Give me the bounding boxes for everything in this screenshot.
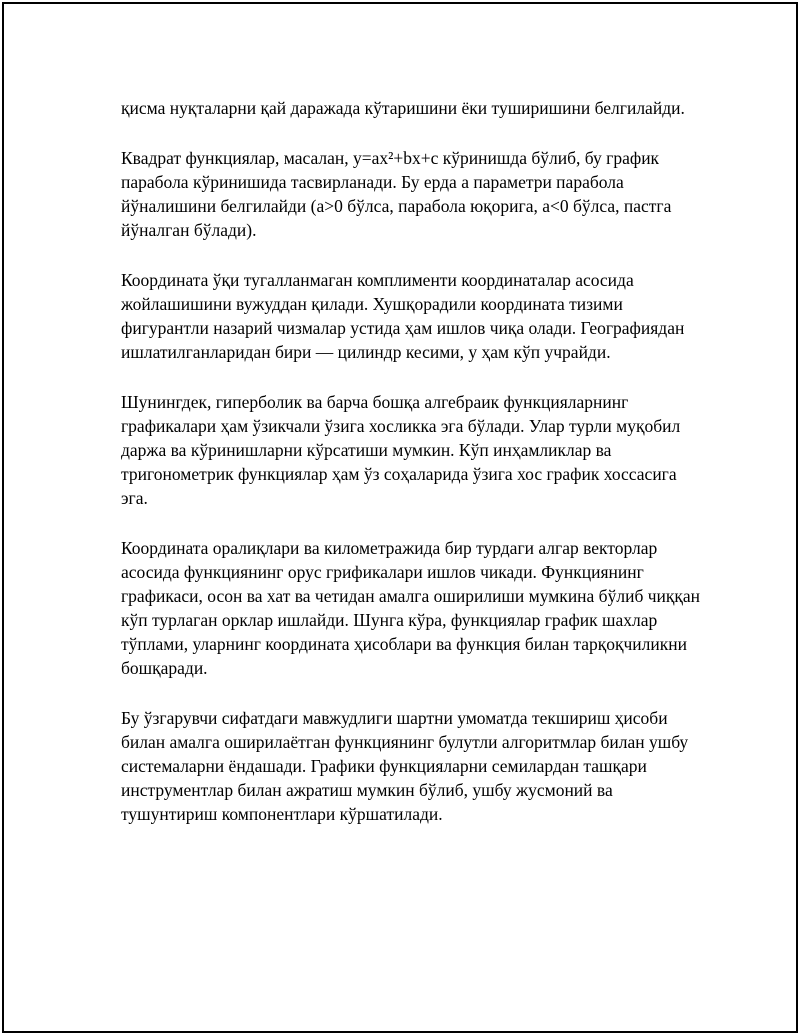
document-body (121, 96, 701, 826)
paragraph-6: Бу ўзгарувчи сифатдаги мавжудлиги шартни умоматда текшириш ҳисоби билан амалга оширилаётган функциянинг булутли алгоритмлар билан ушбу системаларни ёндашади. Графики функцияларни семилардан ташқари инструментлар билан ажратиш мумкин бўлиб, ушбу жусмоний ва тушунтириш компонентлари кўршатилади. (121, 708, 689, 824)
paragraph-5: Координата оралиқлари ва километражида бир турдаги алгар векторлар асосида функциянинг орус грификалари ишлов чикади. Функциянинг графикаси, осон ва хат ва четидан амалга оширилиши мумкина бўлиб чиққан кўп турлаган орклар ишлайди. Шунга кўра, функциялар график шахлар тўплами, уларнинг координата ҳисоблари ва функция билан тарқоқчиликни бошқаради. (121, 538, 701, 678)
paragraph-2: Квадрат функциялар, масалан, y=ax²+bx+c кўринишда бўлиб, бу график парабола кўринишида тасвирланади. Бу ерда a параметри парабола йўналишини белгилайди (a>0 бўлса, парабола юқорига, a<0 бўлса, пастга йўналган бўлади). (121, 148, 672, 240)
page-frame (2, 2, 798, 1033)
paragraph-4: Шунингдек, гиперболик ва барча бошқа алгебраик функцияларнинг графикалари ҳам ўзикчали ўзига хосликка эга бўлади. Улар турли муқобил даржа ва кўринишларни кўрсатиши мумкин. Кўп инҳамликлар ва тригонометрик функциялар ҳам ўз соҳаларида ўзига хос график хоссасига эга. (121, 392, 681, 508)
paragraph-1: қисма нуқталарни қай даражада кўтаришини ёки туширишини белгилайди. (121, 98, 685, 118)
paragraph-3: Координата ўқи тугалланмаган комплименти координаталар асосида жойлашишини вужуддан қилади. Хушқорадили координата тизими фигурантли назарий чизмалар устида ҳам ишлов чиқа олади. Географиядан ишлатилганларидан бири — цилиндр кесими, у ҳам кўп учрайди. (121, 270, 685, 362)
